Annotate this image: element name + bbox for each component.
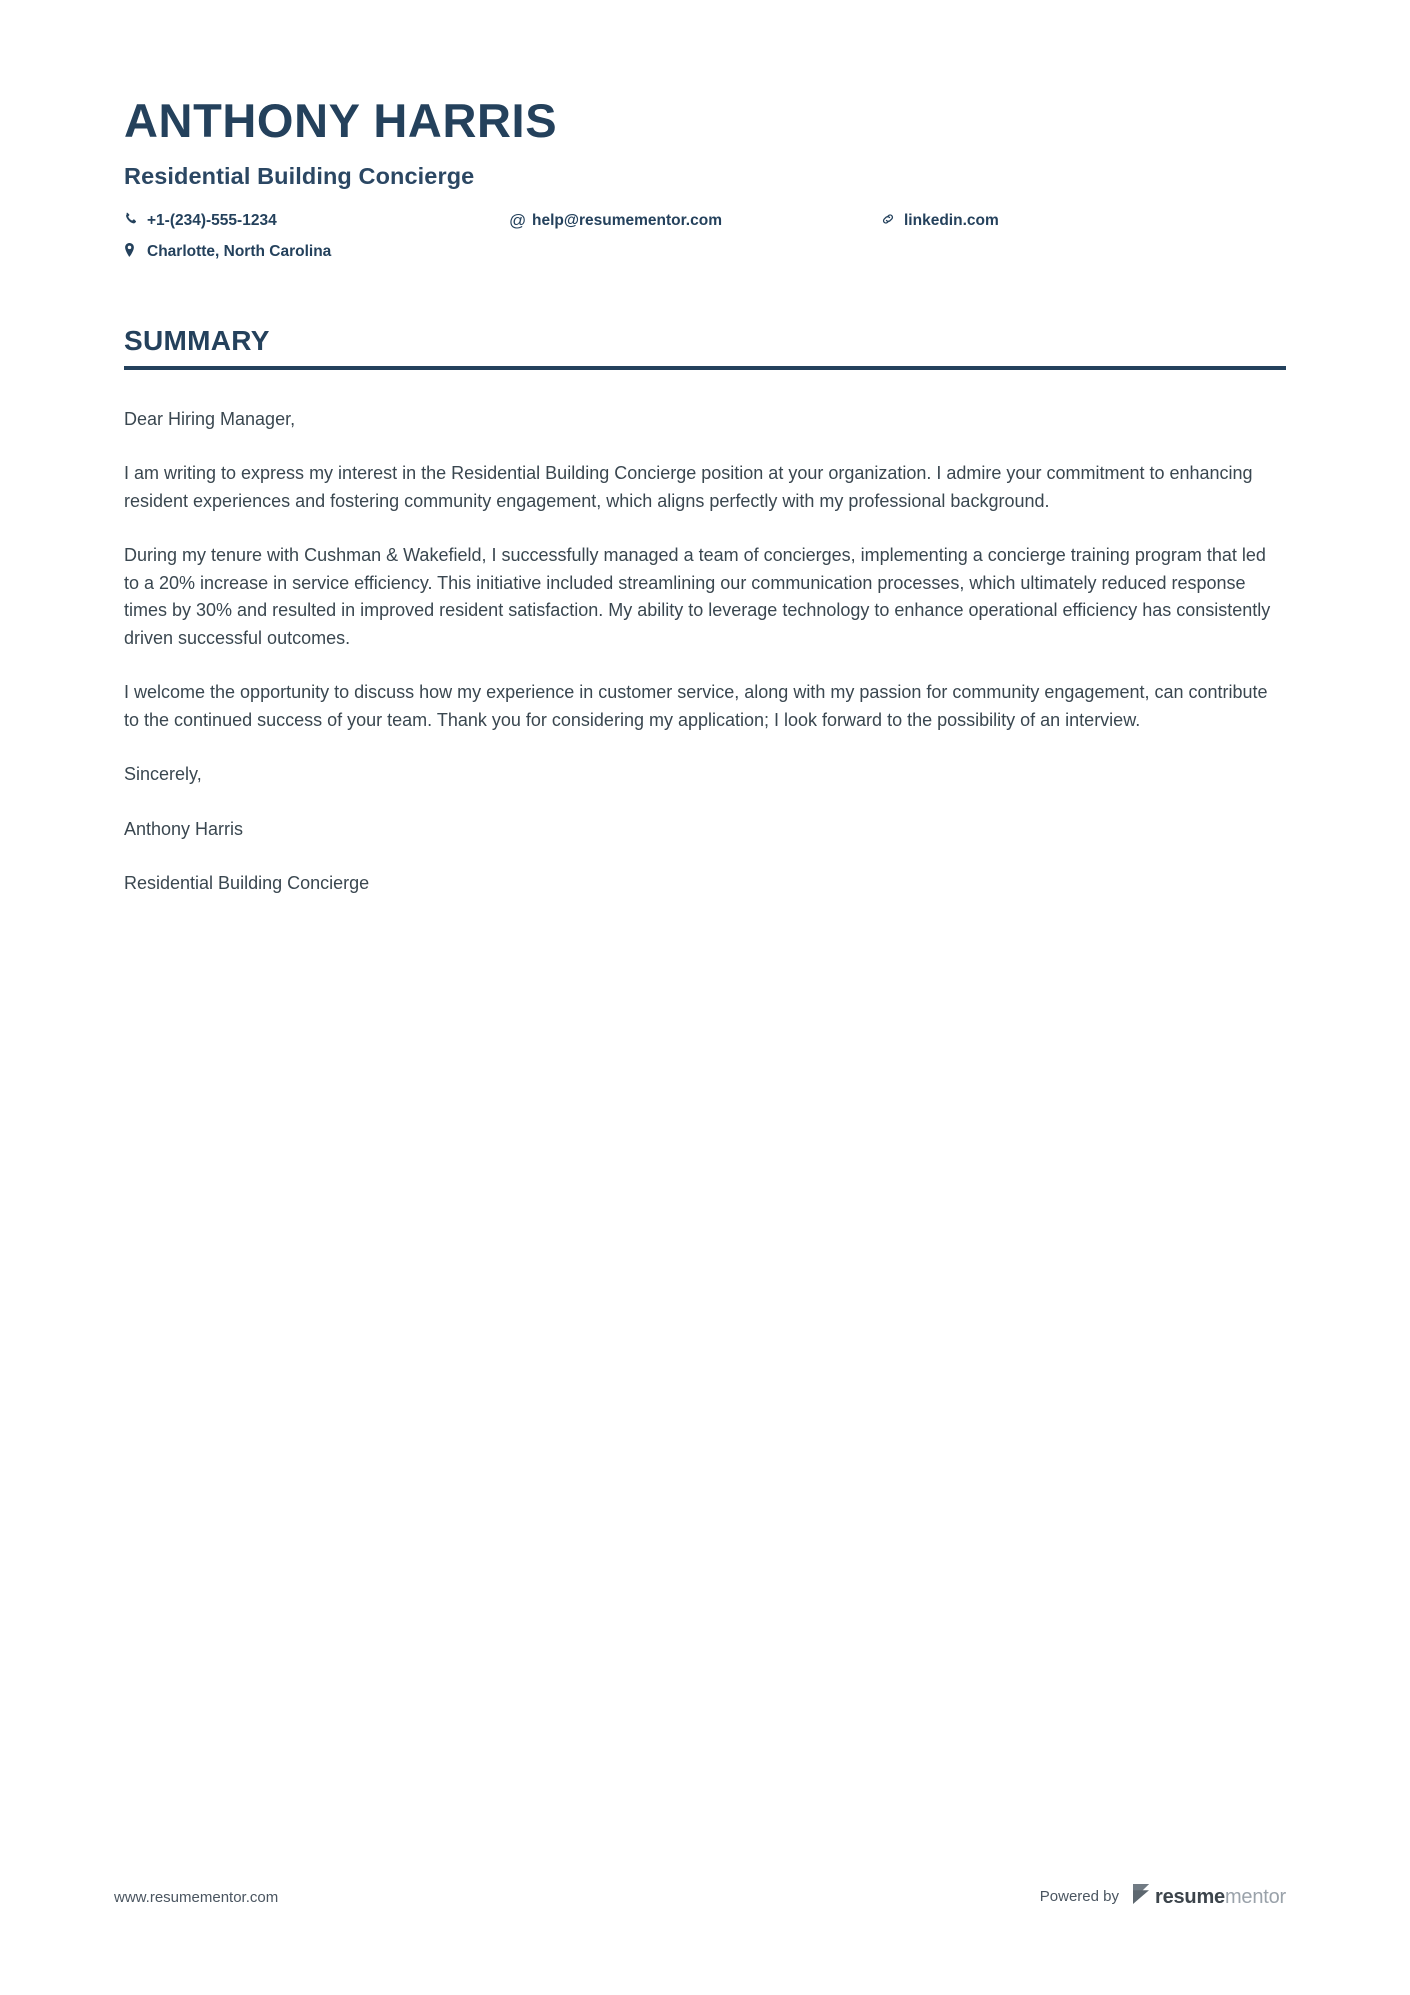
brand-name-light: mentor <box>1224 1885 1286 1908</box>
contact-email-label: help@resumementor.com <box>532 212 722 229</box>
contact-info-grid <box>124 211 1286 262</box>
section-heading-summary: SUMMARY <box>124 324 270 356</box>
footer-powered-by <box>1040 1884 1286 1909</box>
link-icon <box>881 212 899 226</box>
letter-signature-title: Residential Building Concierge <box>124 873 370 894</box>
letter-closing: Sincerely, <box>124 764 202 785</box>
page-footer <box>0 1870 1410 1995</box>
contact-location <box>124 242 509 261</box>
footer-website-url[interactable]: www.resumementor.com <box>114 1889 279 1906</box>
resumementor-logo[interactable] <box>1133 1884 1286 1909</box>
candidate-job-title: Residential Building Concierge <box>124 162 475 189</box>
contact-location-label: Charlotte, North Carolina <box>147 243 332 261</box>
contact-linkedin[interactable] <box>881 211 1286 230</box>
summary-section <box>124 326 1286 898</box>
candidate-name: ANTHONY HARRIS <box>124 94 558 147</box>
contact-linkedin-label: linkedin.com <box>904 212 999 229</box>
contact-phone-label: +1-(234)-555-1234 <box>147 212 277 229</box>
email-icon: @ <box>509 211 527 230</box>
letter-signature-name: Anthony Harris <box>124 818 244 839</box>
resumementor-mark-icon <box>1133 1884 1149 1909</box>
letter-salutation: Dear Hiring Manager, <box>124 408 296 429</box>
contact-email[interactable] <box>509 211 881 230</box>
resumementor-wordmark <box>1155 1887 1286 1907</box>
brand-name-bold: resume <box>1155 1885 1225 1908</box>
document-header <box>124 0 1286 262</box>
letter-paragraph-2: During my tenure with Cushman & Wakefield, I successfully managed a team of concierges, implementing a concierge training program that led to a 20% increase in service efficiency. This initiative included streamlining our communication processes, which ultimately reduced response times by 30% and resulted in improved resident satisfaction. My ability to leverage technology to enhance operational efficiency has consistently driven successful outcomes. <box>124 545 1271 648</box>
phone-icon <box>124 212 142 225</box>
page-content <box>124 0 1286 898</box>
section-divider <box>124 366 1286 370</box>
powered-by-label: Powered by <box>1039 1888 1119 1905</box>
contact-phone[interactable] <box>124 211 509 230</box>
letter-paragraph-3: I welcome the opportunity to discuss how my experience in customer service, along with my passion for community engagement, can contribute to the continued success of your team. Thank you for considering my application; I look forward to the possibility of an interview. <box>124 682 1268 730</box>
location-pin-icon <box>124 243 142 257</box>
cover-letter-body <box>124 406 1274 898</box>
letter-paragraph-1: I am writing to express my interest in the Residential Building Concierge position at your organization. I admire your commitment to enhancing resident experiences and fostering community engagement, which aligns perfectly with my professional background. <box>124 463 1253 511</box>
